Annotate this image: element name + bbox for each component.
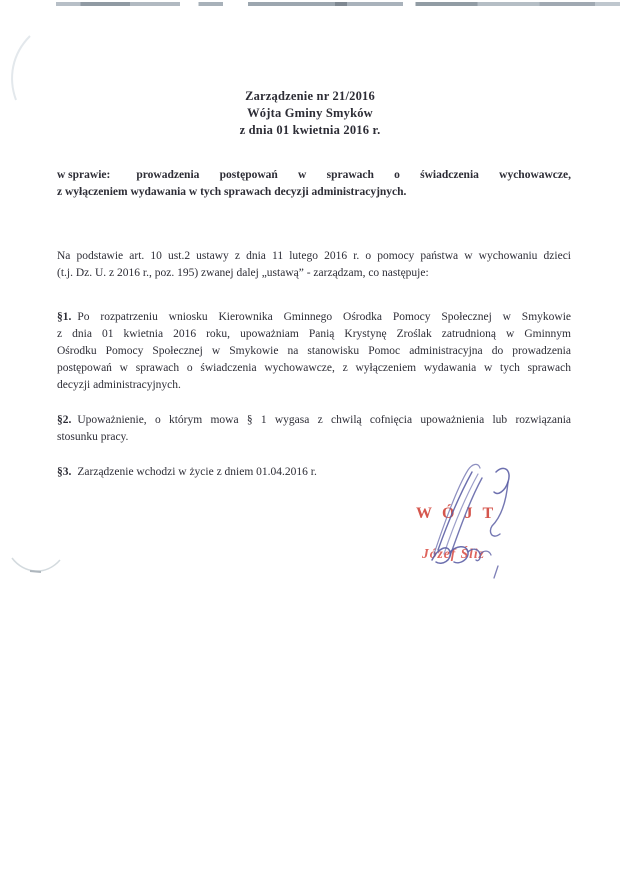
scan-curl-mark-left xyxy=(8,548,64,584)
title-line-3: z dnia 01 kwietnia 2016 r. xyxy=(239,123,381,137)
section-2-text: Upoważnienie, o którym mowa § 1 wygasa z chwilą cofnięcia upoważnienia lub rozwiązania xyxy=(77,414,571,426)
scan-edge-artifact xyxy=(0,2,620,6)
section-1-line-4: postępowań w sprawach o świadczenia wychowawcze, z wyłączeniem wydawania w tych sprawach xyxy=(57,362,571,374)
section-1-line-5: decyzji administracyjnych. xyxy=(57,379,181,391)
section-2 xyxy=(57,412,571,446)
legal-basis-paragraph xyxy=(57,248,571,282)
signer-name: Józef Śliz xyxy=(422,546,485,561)
section-1-text: Po rozpatrzeniu wniosku Kierownika Gminnego Ośrodka Pomocy Społecznej w Smykowie xyxy=(77,311,571,323)
section-1-line-2: z dnia 01 kwietnia 2016 roku, upoważniam Panią Krystynę Zroślak zatrudnioną w Gminnym xyxy=(57,328,571,340)
title-line-2: Wójta Gminy Smyków xyxy=(247,106,373,120)
title-line-1: Zarządzenie nr 21/2016 xyxy=(245,89,375,103)
section-2-label: §2. xyxy=(57,414,72,426)
section-2-line-1 xyxy=(57,412,571,429)
subject-line-1 xyxy=(57,167,571,184)
subject-paragraph xyxy=(57,167,571,201)
legal-basis-line-1: Na podstawie art. 10 ust.2 ustawy z dnia 11 lutego 2016 r. o pomocy państwa w wychowaniu dzieci xyxy=(57,250,571,262)
section-3-label: §3. xyxy=(57,466,72,478)
handwritten-signature xyxy=(408,462,526,582)
subject-label: w sprawie: xyxy=(57,169,111,181)
subject-text: prowadzenia postępowań w sprawach o świadczenia wychowawcze, xyxy=(136,169,571,181)
document-title xyxy=(0,88,620,139)
section-1-line-1 xyxy=(57,309,571,326)
section-1-label: §1. xyxy=(57,311,72,323)
subject-line-2: z wyłączeniem wydawania w tych sprawach decyzji administracyjnych. xyxy=(57,186,407,198)
section-2-line-2: stosunku pracy. xyxy=(57,431,129,443)
legal-basis-line-2: (t.j. Dz. U. z 2016 r., poz. 195) zwanej dalej „ustawą” - zarządzam, co następuje: xyxy=(57,267,429,279)
section-1-line-3: Ośrodku Pomocy Społecznej w Smykowie na stanowisku Pomoc administracyjna do prowadzenia xyxy=(57,345,571,357)
section-3-text: Zarządzenie wchodzi w życie z dniem 01.04.2016 r. xyxy=(77,466,317,478)
wojt-stamp: WÓJT xyxy=(416,505,504,522)
section-1 xyxy=(57,309,571,394)
